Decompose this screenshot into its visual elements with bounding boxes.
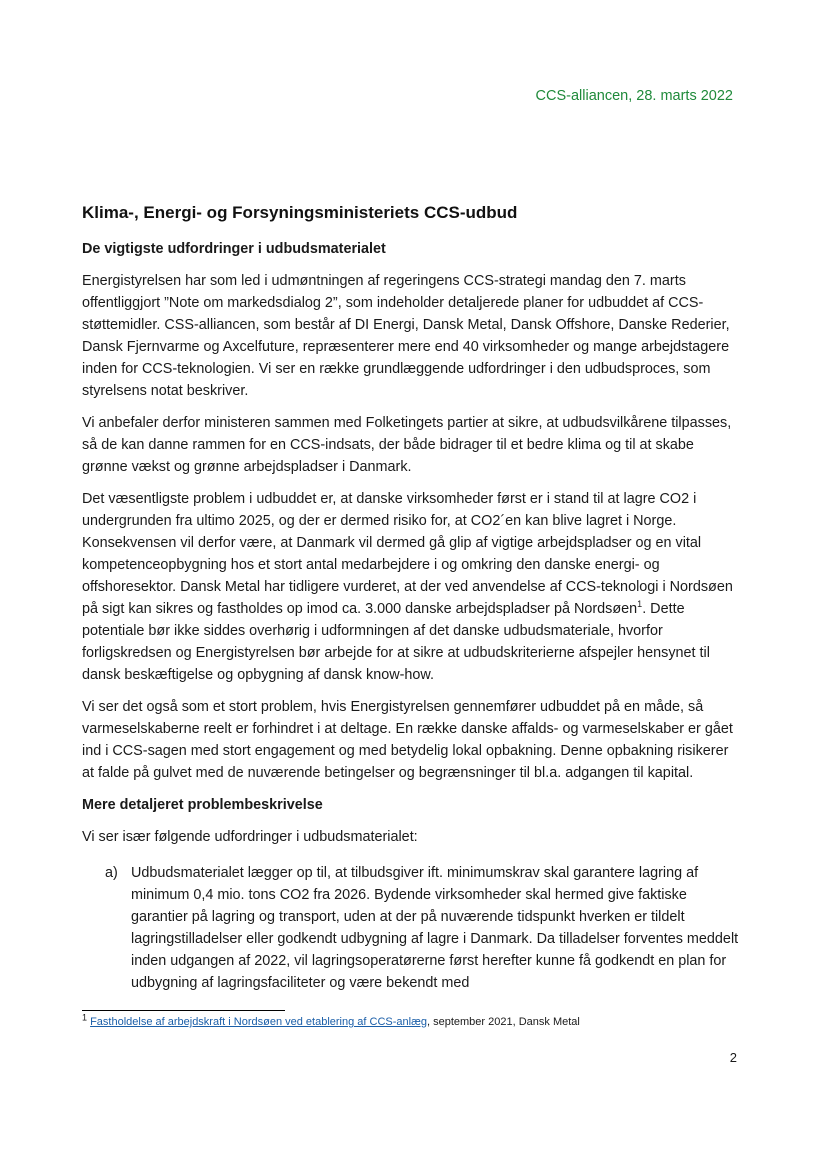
paragraph-3: [82, 488, 742, 686]
section-heading-details: Mere detaljeret problembeskrivelse: [82, 797, 323, 813]
list-item-text: Udbudsmaterialet lægger op til, at tilbudsgiver ift. minimumskrav skal garantere lagring af minimum 0,4 mio. tons CO2 fra 2026. Bydende virksomheder skal hermed give faktiske garantier på lagring og transport, uden at der på nuværende tidspunkt hverken er tildelt lagringstilladelser eller godkendt udbygning af lagre i Danmark. Da tilladelser forventes meddelt inden udgangen af 2022, vil lagringsoperatørerne først herefter kunne få godkendt en plan for udbygning af lagringsfaciliteter og være bekendt med: [131, 865, 739, 991]
paragraph-3-text-b: . Dette potentiale bør ikke siddes overhørig i udformningen af det danske udbudsmateriale, hvorfor forligskredsen og Energistyrelsen bør arbejde for at sikre at udbudskriterierne afspejler hensynet til dansk beskæftigelse og opbygning af dansk know-how.: [82, 601, 710, 683]
footnote-number: 1: [82, 1012, 88, 1023]
paragraph-4: Vi ser det også som et stort problem, hvis Energistyrelsen gennemfører udbuddet på en måde, så varmeselskaberne reelt er forhindret i at deltage. En række danske affalds- og varmeselskaber er gået ind i CCS-sagen med stort engagement og med betydelig lokal opbakning. Denne opbakning risikerer at falde på gulvet med de nuværende betingelser og begrænsninger til bl.a. adgangen til kapital.: [82, 699, 733, 781]
list-item-marker: a): [105, 865, 118, 881]
paragraph-3-text-a: Det væsentligste problem i udbuddet er, at danske virksomheder først er i stand til at lagre CO2 i undergrunden fra ultimo 2025, og der er dermed risiko for, at CO2´en kan blive lagret i Norge. Konsekvensen vil derfor være, at Danmark vil dermed gå glip af vigtige arbejdspladser og en vital kompetenceopbygning hos et stort antal medarbejdere i og omkring den danske energi- og offshoresektor. Dansk Metal har tidligere vurderet, at der ved anvendelse af CCS-teknologi i Nordsøen på sigt kan sikres og fastholdes op imod ca. 3.000 danske arbejdspladser på Nordsøen: [82, 491, 733, 617]
footnote-link[interactable]: Fastholdelse af arbejdskraft i Nordsøen ved etablering af CCS-anlæg: [90, 1016, 427, 1028]
paragraph-1: Energistyrelsen har som led i udmøntningen af regeringens CCS-strategi mandag den 7. marts offentliggjort ”Note om markedsdialog 2”, som indeholder detaljerede planer for udbuddet af CCS-støttemidler. CSS-alliancen, som består af DI Energi, Dansk Metal, Dansk Offshore, Danske Rederier, Dansk Fjernvarme og Axcelfuture, repræsenterer mere end 40 virksomheder og mange arbejdstagere inden for CCS-teknologien. Vi ser en række grundlæggende udfordringer i den udbudsproces, som styrelsens notat beskriver.: [82, 273, 730, 399]
challenge-list: [82, 862, 742, 994]
page-number: 2: [729, 1050, 737, 1065]
section-heading-challenges: De vigtigste udfordringer i udbudsmaterialet: [82, 241, 386, 257]
footnote-divider: [82, 1010, 285, 1011]
footnote-reference[interactable]: 1: [637, 599, 643, 610]
body-content: [82, 238, 742, 994]
date-line: CCS-alliancen, 28. marts 2022: [535, 88, 733, 104]
page-title: Klima-, Energi- og Forsyningsministeriets CCS-udbud: [82, 203, 518, 222]
list-item: [82, 862, 742, 994]
paragraph-2: Vi anbefaler derfor ministeren sammen med Folketingets partier at sikre, at udbudsvilkårene tilpasses, så de kan danne rammen for en CCS-indsats, der både bidrager til et bedre klima og til at skabe grønne vækst og grønne arbejdspladser i Danmark.: [82, 415, 732, 475]
footnote-source: , september 2021, Dansk Metal: [426, 1016, 580, 1028]
section-intro: Vi ser især følgende udfordringer i udbudsmaterialet:: [82, 829, 418, 845]
footnote: [82, 1012, 580, 1028]
